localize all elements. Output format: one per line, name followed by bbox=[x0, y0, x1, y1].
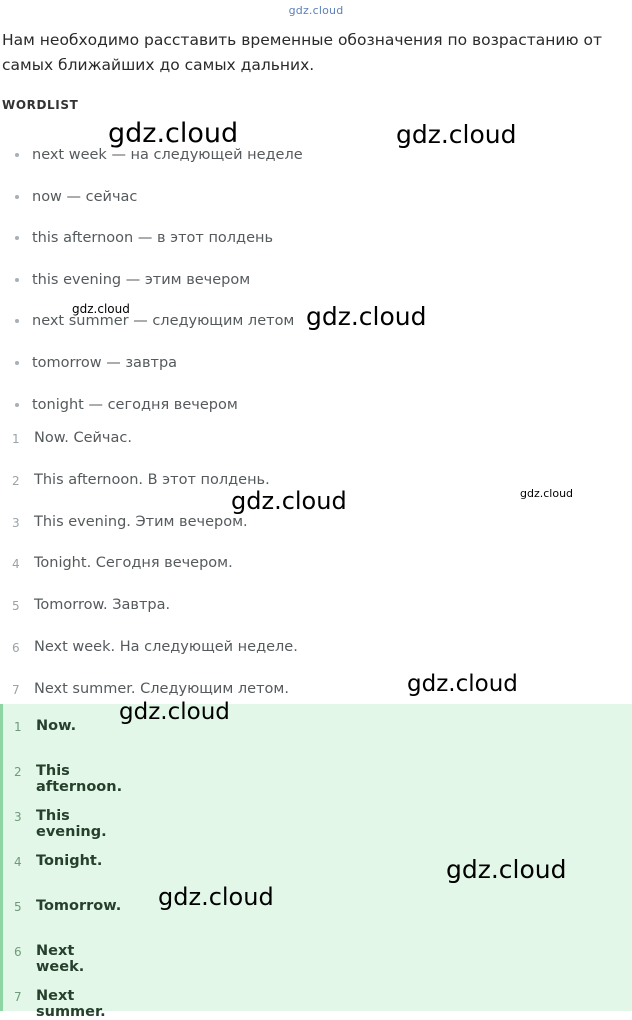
list-item-text: Next week. bbox=[36, 943, 85, 975]
list-item-text: This afternoon. В этот полдень. bbox=[34, 471, 270, 488]
list-item-text: Next summer. bbox=[36, 988, 106, 1020]
watermark: gdz.cloud bbox=[446, 855, 567, 884]
list-item-number: 7 bbox=[14, 990, 22, 1004]
list-item bbox=[12, 514, 612, 556]
list-item-text: Next summer. Следующим летом. bbox=[34, 680, 289, 697]
list-item-number: 6 bbox=[12, 640, 20, 655]
list-item-number: 5 bbox=[12, 599, 20, 614]
answer-block-accent-bar bbox=[0, 704, 3, 1011]
watermark-top: gdz.cloud bbox=[288, 4, 344, 17]
list-item: next summer — следующим летом bbox=[12, 312, 612, 354]
list-item-text: This evening. Этим вечером. bbox=[34, 513, 248, 530]
list-item: tonight — сегодня вечером bbox=[12, 396, 612, 438]
list-item bbox=[12, 555, 612, 597]
list-item-text: This afternoon. bbox=[36, 763, 123, 795]
answer-block bbox=[0, 704, 632, 1020]
ordered-translation-list bbox=[12, 430, 612, 723]
list-item-text: Next week. На следующей неделе. bbox=[34, 638, 298, 655]
list-item-number: 4 bbox=[12, 557, 20, 572]
watermark: gdz.cloud bbox=[306, 302, 427, 331]
list-item: now — сейчас bbox=[12, 188, 612, 230]
watermark: gdz.cloud bbox=[158, 883, 274, 911]
list-item-text: Now. bbox=[36, 718, 77, 734]
watermark: gdz.cloud bbox=[119, 699, 230, 725]
wordlist-heading: WORDLIST bbox=[2, 98, 79, 112]
list-item-text: Tonight. bbox=[36, 853, 103, 869]
list-item: this afternoon — в этот полдень bbox=[12, 229, 612, 271]
list-item bbox=[12, 472, 612, 514]
list-item-number: 4 bbox=[14, 855, 22, 869]
list-item: tomorrow — завтра bbox=[12, 354, 612, 396]
list-item-number: 7 bbox=[12, 682, 20, 697]
list-item-number: 3 bbox=[14, 810, 22, 824]
list-item-number: 6 bbox=[14, 945, 22, 959]
list-item-text: This evening. bbox=[36, 808, 107, 840]
watermark: gdz.cloud bbox=[407, 671, 518, 697]
list-item bbox=[12, 430, 612, 472]
list-item-number: 1 bbox=[12, 432, 20, 446]
watermark: gdz.cloud bbox=[396, 120, 517, 149]
list-item-number: 2 bbox=[12, 473, 20, 488]
list-item-number: 1 bbox=[14, 720, 22, 734]
watermark: gdz.cloud bbox=[520, 487, 574, 500]
watermark: gdz.cloud bbox=[72, 302, 130, 316]
list-item: this evening — этим вечером bbox=[12, 271, 612, 313]
list-item-number: 2 bbox=[14, 765, 22, 779]
list-item: next week — на следующей неделе bbox=[12, 146, 612, 188]
list-item-number: 3 bbox=[12, 515, 20, 530]
list-item-number: 5 bbox=[14, 900, 22, 914]
list-item bbox=[12, 597, 612, 639]
list-item-text: Tonight. Сегодня вечером. bbox=[34, 555, 233, 572]
list-item-text: Now. Сейчас. bbox=[34, 430, 132, 446]
watermark: gdz.cloud bbox=[231, 487, 347, 515]
list-item bbox=[12, 639, 612, 681]
intro-paragraph: Нам необходимо расставить временные обозначения по возрастанию от самых ближайших до самых дальних. bbox=[2, 31, 602, 74]
list-item-text: Tomorrow. bbox=[36, 898, 122, 914]
wordlist-items bbox=[12, 146, 612, 437]
watermark: gdz.cloud bbox=[108, 118, 239, 149]
list-item-text: Tomorrow. Завтра. bbox=[34, 597, 171, 614]
